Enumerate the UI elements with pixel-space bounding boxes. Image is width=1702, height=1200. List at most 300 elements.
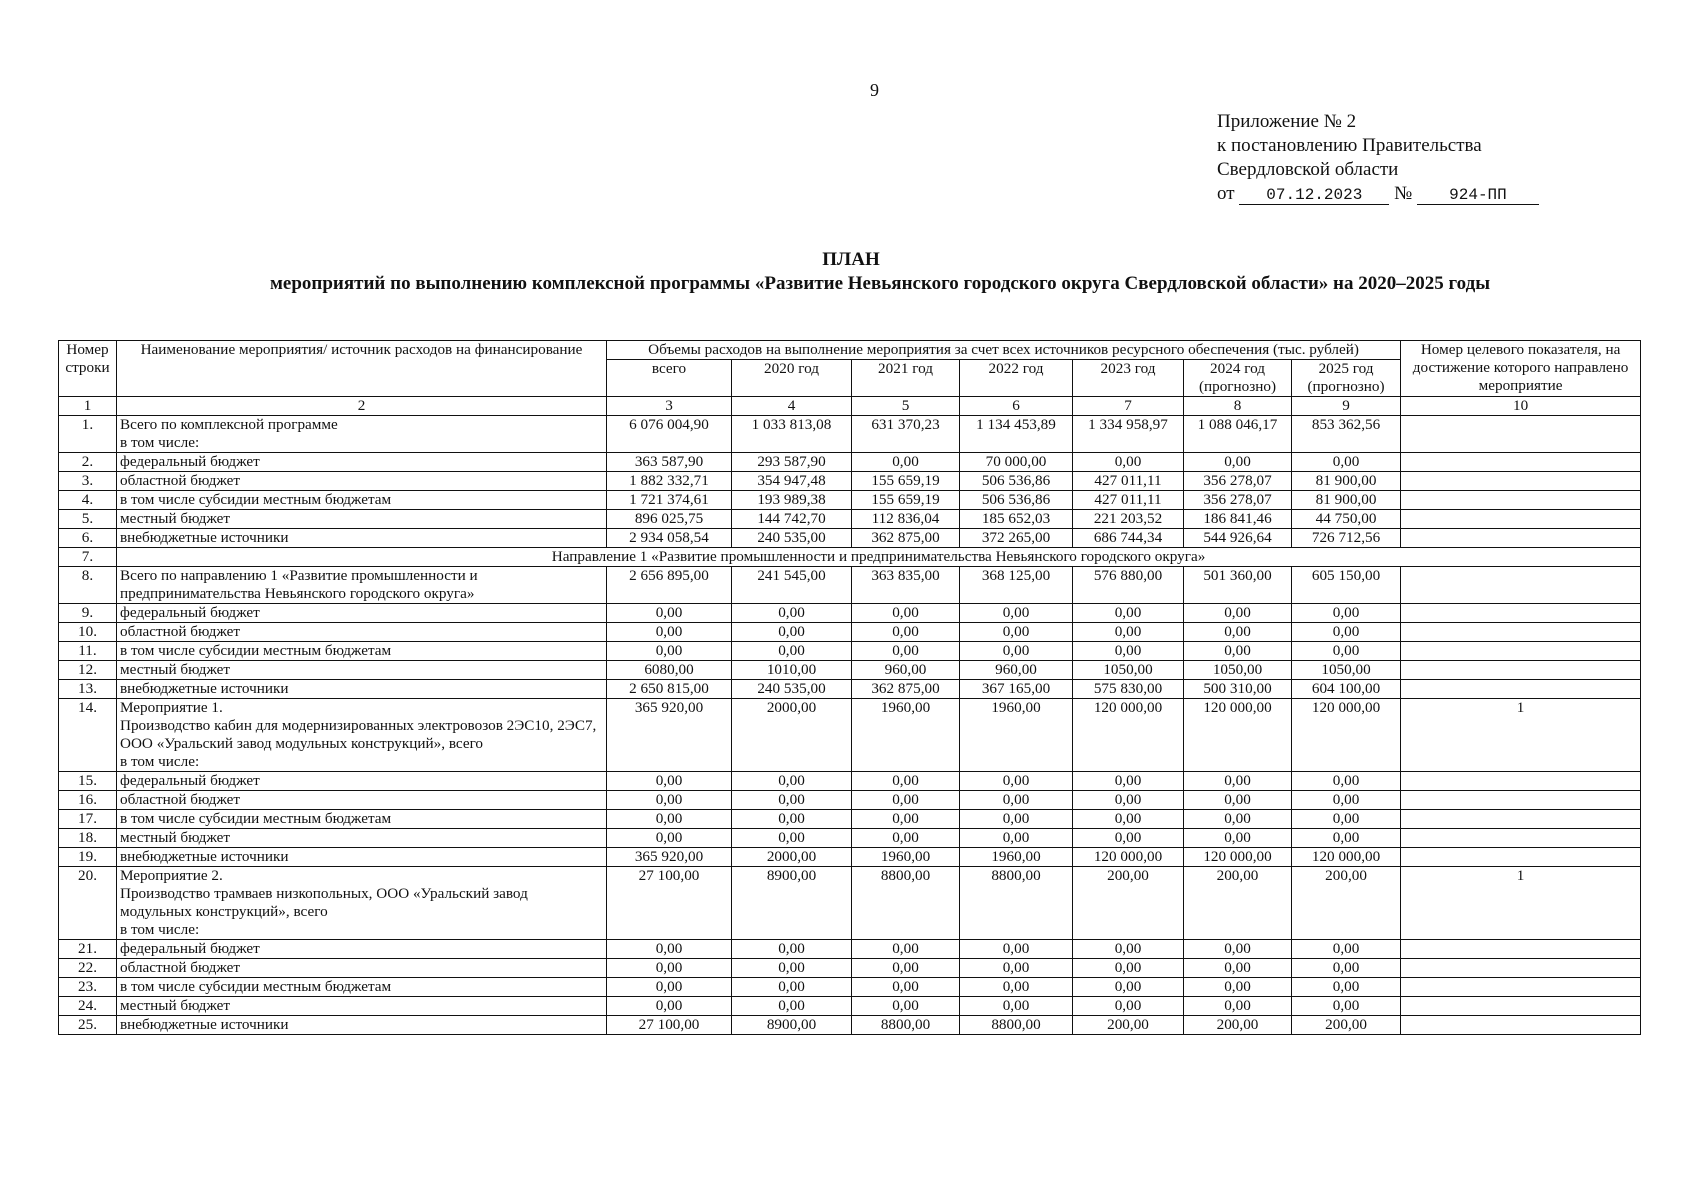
table-row [59, 940, 1641, 959]
value-cell: 0,00 [1292, 959, 1401, 978]
value-cell: 0,00 [732, 642, 852, 661]
value-cell: 293 587,90 [732, 453, 852, 472]
value-cell: 241 545,00 [732, 567, 852, 604]
row-name: в том числе субсидии местным бюджетам [117, 978, 607, 997]
value-cell: 0,00 [1184, 829, 1292, 848]
column-number: 4 [732, 397, 852, 416]
value-cell: 1 334 958,97 [1073, 416, 1184, 453]
row-number: 4. [59, 491, 117, 510]
row-name: внебюджетные источники [117, 680, 607, 699]
value-cell: 1960,00 [960, 848, 1073, 867]
value-cell: 0,00 [1184, 959, 1292, 978]
value-cell: 8900,00 [732, 1016, 852, 1035]
row-number: 8. [59, 567, 117, 604]
target-cell [1401, 978, 1641, 997]
value-cell: 960,00 [852, 661, 960, 680]
row-name: областной бюджет [117, 959, 607, 978]
header-target: Номер целевого показателя, на достижение которого направлено мероприятие [1401, 341, 1641, 397]
table-row [59, 529, 1641, 548]
value-cell: 186 841,46 [1184, 510, 1292, 529]
document-subtitle: мероприятий по выполнению комплексной программы «Развитие Невьянского городского округа Свердловской области» на 2020–2025 годы [269, 273, 1491, 294]
column-number: 8 [1184, 397, 1292, 416]
row-name: внебюджетные источники [117, 529, 607, 548]
column-number: 1 [59, 397, 117, 416]
table-row [59, 416, 1641, 453]
value-cell: 155 659,19 [852, 491, 960, 510]
value-cell: 6 076 004,90 [607, 416, 732, 453]
header-name: Наименование мероприятия/ источник расходов на финансирование [117, 341, 607, 397]
value-cell: 0,00 [1292, 604, 1401, 623]
target-cell [1401, 997, 1641, 1016]
row-name: внебюджетные источники [117, 848, 607, 867]
column-number: 9 [1292, 397, 1401, 416]
row-name: местный бюджет [117, 510, 607, 529]
column-number: 5 [852, 397, 960, 416]
table-row [59, 604, 1641, 623]
row-number: 12. [59, 661, 117, 680]
value-cell: 1050,00 [1073, 661, 1184, 680]
target-cell [1401, 472, 1641, 491]
row-name: областной бюджет [117, 791, 607, 810]
header-2022: 2022 год [960, 360, 1073, 397]
column-number-row [59, 397, 1641, 416]
row-name: местный бюджет [117, 997, 607, 1016]
value-cell: 1 033 813,08 [732, 416, 852, 453]
value-cell: 1050,00 [1184, 661, 1292, 680]
value-cell: 0,00 [1073, 940, 1184, 959]
table-row [59, 623, 1641, 642]
value-cell: 70 000,00 [960, 453, 1073, 472]
table-row [59, 680, 1641, 699]
value-cell: 1 721 374,61 [607, 491, 732, 510]
row-name: федеральный бюджет [117, 453, 607, 472]
appendix-block [1217, 110, 1539, 206]
target-cell [1401, 1016, 1641, 1035]
value-cell: 501 360,00 [1184, 567, 1292, 604]
row-number: 13. [59, 680, 117, 699]
table-row [59, 642, 1641, 661]
target-cell: 1 [1401, 699, 1641, 772]
target-cell [1401, 940, 1641, 959]
column-number: 6 [960, 397, 1073, 416]
value-cell: 1960,00 [852, 848, 960, 867]
column-number: 10 [1401, 397, 1641, 416]
value-cell: 0,00 [960, 997, 1073, 1016]
value-cell: 0,00 [960, 604, 1073, 623]
value-cell: 1 882 332,71 [607, 472, 732, 491]
row-name: в том числе субсидии местным бюджетам [117, 642, 607, 661]
value-cell: 200,00 [1073, 1016, 1184, 1035]
value-cell: 0,00 [960, 810, 1073, 829]
value-cell: 0,00 [732, 623, 852, 642]
target-cell [1401, 642, 1641, 661]
value-cell: 506 536,86 [960, 472, 1073, 491]
table-row [59, 791, 1641, 810]
row-name: в том числе субсидии местным бюджетам [117, 810, 607, 829]
value-cell: 120 000,00 [1184, 848, 1292, 867]
value-cell: 8800,00 [960, 1016, 1073, 1035]
value-cell: 0,00 [732, 810, 852, 829]
value-cell: 240 535,00 [732, 680, 852, 699]
value-cell: 0,00 [1292, 940, 1401, 959]
value-cell: 0,00 [1184, 642, 1292, 661]
value-cell: 853 362,56 [1292, 416, 1401, 453]
value-cell: 0,00 [1073, 642, 1184, 661]
value-cell: 81 900,00 [1292, 472, 1401, 491]
value-cell: 0,00 [607, 978, 732, 997]
value-cell: 0,00 [732, 997, 852, 1016]
row-name: Всего по направлению 1 «Развитие промышленности и предпринимательства Невьянского городского округа» [117, 567, 607, 604]
table-row [59, 661, 1641, 680]
table-row [59, 453, 1641, 472]
value-cell: 427 011,11 [1073, 472, 1184, 491]
row-number: 14. [59, 699, 117, 772]
value-cell: 0,00 [1184, 772, 1292, 791]
header-row-number: Номер строки [59, 341, 117, 397]
table-row [59, 548, 1641, 567]
value-cell: 372 265,00 [960, 529, 1073, 548]
value-cell: 144 742,70 [732, 510, 852, 529]
value-cell: 0,00 [1184, 791, 1292, 810]
table-row [59, 699, 1641, 772]
value-cell: 0,00 [1292, 810, 1401, 829]
value-cell: 0,00 [607, 791, 732, 810]
value-cell: 1960,00 [960, 699, 1073, 772]
value-cell: 576 880,00 [1073, 567, 1184, 604]
resolution-number: 924-ПП [1417, 186, 1539, 205]
target-cell: 1 [1401, 867, 1641, 940]
value-cell: 0,00 [960, 959, 1073, 978]
table-row [59, 510, 1641, 529]
value-cell: 1050,00 [1292, 661, 1401, 680]
value-cell: 0,00 [607, 623, 732, 642]
value-cell: 500 310,00 [1184, 680, 1292, 699]
value-cell: 363 835,00 [852, 567, 960, 604]
value-cell: 200,00 [1292, 1016, 1401, 1035]
value-cell: 2 650 815,00 [607, 680, 732, 699]
value-cell: 0,00 [1184, 623, 1292, 642]
value-cell: 2000,00 [732, 699, 852, 772]
value-cell: 120 000,00 [1292, 848, 1401, 867]
value-cell: 0,00 [1184, 978, 1292, 997]
value-cell: 0,00 [732, 978, 852, 997]
value-cell: 0,00 [852, 453, 960, 472]
value-cell: 1960,00 [852, 699, 960, 772]
value-cell: 0,00 [1184, 997, 1292, 1016]
value-cell: 0,00 [607, 642, 732, 661]
table-row [59, 997, 1641, 1016]
value-cell: 368 125,00 [960, 567, 1073, 604]
value-cell: 8800,00 [852, 867, 960, 940]
value-cell: 185 652,03 [960, 510, 1073, 529]
value-cell: 0,00 [1073, 623, 1184, 642]
value-cell: 6080,00 [607, 661, 732, 680]
value-cell: 0,00 [960, 940, 1073, 959]
value-cell: 363 587,90 [607, 453, 732, 472]
row-number: 18. [59, 829, 117, 848]
value-cell: 631 370,23 [852, 416, 960, 453]
value-cell: 726 712,56 [1292, 529, 1401, 548]
plan-table [58, 340, 1641, 1035]
value-cell: 356 278,07 [1184, 472, 1292, 491]
value-cell: 0,00 [1292, 978, 1401, 997]
value-cell: 0,00 [1292, 997, 1401, 1016]
column-number: 3 [607, 397, 732, 416]
value-cell: 0,00 [1184, 940, 1292, 959]
value-cell: 0,00 [1073, 997, 1184, 1016]
table-row [59, 1016, 1641, 1035]
value-cell: 200,00 [1073, 867, 1184, 940]
value-cell: 0,00 [607, 829, 732, 848]
row-name: федеральный бюджет [117, 604, 607, 623]
value-cell: 686 744,34 [1073, 529, 1184, 548]
row-number: 9. [59, 604, 117, 623]
row-name: в том числе субсидии местным бюджетам [117, 491, 607, 510]
appendix-date-line [1217, 182, 1539, 206]
row-number: 23. [59, 978, 117, 997]
value-cell: 0,00 [732, 791, 852, 810]
value-cell: 221 203,52 [1073, 510, 1184, 529]
row-name: областной бюджет [117, 472, 607, 491]
target-cell [1401, 848, 1641, 867]
value-cell: 0,00 [1292, 453, 1401, 472]
appendix-line-1: Приложение № 2 [1217, 111, 1357, 132]
value-cell: 81 900,00 [1292, 491, 1401, 510]
value-cell: 0,00 [852, 604, 960, 623]
value-cell: 0,00 [852, 810, 960, 829]
value-cell: 0,00 [852, 978, 960, 997]
value-cell: 575 830,00 [1073, 680, 1184, 699]
table-row [59, 810, 1641, 829]
value-cell: 0,00 [732, 829, 852, 848]
value-cell: 0,00 [1292, 791, 1401, 810]
value-cell: 365 920,00 [607, 848, 732, 867]
value-cell: 365 920,00 [607, 699, 732, 772]
row-number: 5. [59, 510, 117, 529]
value-cell: 1 088 046,17 [1184, 416, 1292, 453]
row-number: 17. [59, 810, 117, 829]
value-cell: 0,00 [960, 791, 1073, 810]
value-cell: 27 100,00 [607, 1016, 732, 1035]
value-cell: 0,00 [732, 959, 852, 978]
value-cell: 0,00 [960, 623, 1073, 642]
value-cell: 356 278,07 [1184, 491, 1292, 510]
table-row [59, 867, 1641, 940]
value-cell: 1010,00 [732, 661, 852, 680]
target-cell [1401, 623, 1641, 642]
value-cell: 27 100,00 [607, 867, 732, 940]
value-cell: 120 000,00 [1073, 699, 1184, 772]
value-cell: 0,00 [1292, 829, 1401, 848]
table-row [59, 848, 1641, 867]
value-cell: 0,00 [732, 940, 852, 959]
row-number: 21. [59, 940, 117, 959]
row-number: 10. [59, 623, 117, 642]
row-number: 3. [59, 472, 117, 491]
row-name: Мероприятие 1. Производство кабин для модернизированных электровозов 2ЭС10, 2ЭС7, ООО «Уральский завод модульных конструкций», всего в том числе: [117, 699, 607, 772]
value-cell: 0,00 [852, 791, 960, 810]
row-name: Всего по комплексной программе в том числе: [117, 416, 607, 453]
value-cell: 44 750,00 [1292, 510, 1401, 529]
target-cell [1401, 491, 1641, 510]
target-cell [1401, 661, 1641, 680]
value-cell: 0,00 [607, 940, 732, 959]
target-cell [1401, 453, 1641, 472]
value-cell: 544 926,64 [1184, 529, 1292, 548]
target-cell [1401, 510, 1641, 529]
table-row [59, 978, 1641, 997]
value-cell: 200,00 [1184, 1016, 1292, 1035]
target-cell [1401, 772, 1641, 791]
table-row [59, 472, 1641, 491]
value-cell: 0,00 [1292, 642, 1401, 661]
value-cell: 2000,00 [732, 848, 852, 867]
value-cell: 0,00 [852, 623, 960, 642]
row-number: 6. [59, 529, 117, 548]
value-cell: 155 659,19 [852, 472, 960, 491]
value-cell: 367 165,00 [960, 680, 1073, 699]
header-2025: 2025 год (прогнозно) [1292, 360, 1401, 397]
appendix-line-2: к постановлению Правительства [1217, 135, 1482, 156]
value-cell: 200,00 [1184, 867, 1292, 940]
column-number: 2 [117, 397, 607, 416]
value-cell: 0,00 [852, 997, 960, 1016]
document-title: ПЛАН [822, 249, 880, 270]
row-number: 19. [59, 848, 117, 867]
value-cell: 0,00 [1073, 959, 1184, 978]
value-cell: 120 000,00 [1292, 699, 1401, 772]
header-volumes: Объемы расходов на выполнение мероприятия за счет всех источников ресурсного обеспечения (тыс. рублей) [607, 341, 1401, 360]
row-name: местный бюджет [117, 829, 607, 848]
value-cell: 193 989,38 [732, 491, 852, 510]
value-cell: 0,00 [960, 829, 1073, 848]
value-cell: 0,00 [1292, 623, 1401, 642]
row-number: 22. [59, 959, 117, 978]
row-name: федеральный бюджет [117, 940, 607, 959]
row-number: 1. [59, 416, 117, 453]
value-cell: 0,00 [852, 959, 960, 978]
resolution-date: 07.12.2023 [1239, 186, 1389, 205]
target-cell [1401, 680, 1641, 699]
target-cell [1401, 810, 1641, 829]
value-cell: 0,00 [1073, 604, 1184, 623]
row-number: 11. [59, 642, 117, 661]
value-cell: 960,00 [960, 661, 1073, 680]
row-name: местный бюджет [117, 661, 607, 680]
from-label: от [1217, 183, 1235, 204]
value-cell: 0,00 [1184, 604, 1292, 623]
header-2020: 2020 год [732, 360, 852, 397]
value-cell: 0,00 [1073, 453, 1184, 472]
value-cell: 0,00 [960, 772, 1073, 791]
value-cell: 506 536,86 [960, 491, 1073, 510]
value-cell: 362 875,00 [852, 680, 960, 699]
value-cell: 0,00 [960, 978, 1073, 997]
column-number: 7 [1073, 397, 1184, 416]
value-cell: 8800,00 [852, 1016, 960, 1035]
target-cell [1401, 604, 1641, 623]
value-cell: 8800,00 [960, 867, 1073, 940]
number-label: № [1394, 183, 1413, 204]
value-cell: 240 535,00 [732, 529, 852, 548]
row-name: внебюджетные источники [117, 1016, 607, 1035]
row-name: федеральный бюджет [117, 772, 607, 791]
value-cell: 0,00 [1073, 772, 1184, 791]
row-name: Мероприятие 2. Производство трамваев низкопольных, ООО «Уральский завод модульных конструкций», всего в том числе: [117, 867, 607, 940]
value-cell: 362 875,00 [852, 529, 960, 548]
value-cell: 120 000,00 [1073, 848, 1184, 867]
value-cell: 200,00 [1292, 867, 1401, 940]
table-row [59, 829, 1641, 848]
header-total: всего [607, 360, 732, 397]
value-cell: 604 100,00 [1292, 680, 1401, 699]
row-number: 15. [59, 772, 117, 791]
value-cell: 0,00 [852, 940, 960, 959]
value-cell: 0,00 [1073, 810, 1184, 829]
table-row [59, 567, 1641, 604]
page-number: 9 [870, 80, 879, 100]
table-row [59, 772, 1641, 791]
value-cell: 0,00 [852, 829, 960, 848]
value-cell: 0,00 [607, 810, 732, 829]
value-cell: 2 656 895,00 [607, 567, 732, 604]
value-cell: 0,00 [1073, 829, 1184, 848]
value-cell: 427 011,11 [1073, 491, 1184, 510]
value-cell: 0,00 [607, 772, 732, 791]
value-cell: 0,00 [1292, 772, 1401, 791]
row-name: областной бюджет [117, 623, 607, 642]
value-cell: 0,00 [852, 642, 960, 661]
row-number: 24. [59, 997, 117, 1016]
value-cell: 354 947,48 [732, 472, 852, 491]
row-number: 16. [59, 791, 117, 810]
value-cell: 0,00 [607, 604, 732, 623]
value-cell: 0,00 [960, 642, 1073, 661]
value-cell: 0,00 [1073, 978, 1184, 997]
value-cell: 8900,00 [732, 867, 852, 940]
target-cell [1401, 567, 1641, 604]
value-cell: 0,00 [1184, 453, 1292, 472]
target-cell [1401, 829, 1641, 848]
value-cell: 0,00 [1184, 810, 1292, 829]
value-cell: 1 134 453,89 [960, 416, 1073, 453]
header-2023: 2023 год [1073, 360, 1184, 397]
value-cell: 0,00 [732, 604, 852, 623]
header-2024: 2024 год (прогнозно) [1184, 360, 1292, 397]
row-number: 7. [59, 548, 117, 567]
row-number: 2. [59, 453, 117, 472]
value-cell: 0,00 [732, 772, 852, 791]
target-cell [1401, 416, 1641, 453]
direction-heading: Направление 1 «Развитие промышленности и предпринимательства Невьянского городского округа» [117, 548, 1641, 567]
value-cell: 120 000,00 [1184, 699, 1292, 772]
row-number: 20. [59, 867, 117, 940]
value-cell: 0,00 [607, 997, 732, 1016]
value-cell: 0,00 [852, 772, 960, 791]
value-cell: 605 150,00 [1292, 567, 1401, 604]
value-cell: 112 836,04 [852, 510, 960, 529]
target-cell [1401, 959, 1641, 978]
row-number: 25. [59, 1016, 117, 1035]
value-cell: 2 934 058,54 [607, 529, 732, 548]
target-cell [1401, 791, 1641, 810]
table-row [59, 959, 1641, 978]
appendix-line-3: Свердловской области [1217, 159, 1399, 180]
value-cell: 896 025,75 [607, 510, 732, 529]
target-cell [1401, 529, 1641, 548]
value-cell: 0,00 [1073, 791, 1184, 810]
header-row-1 [59, 341, 1641, 360]
